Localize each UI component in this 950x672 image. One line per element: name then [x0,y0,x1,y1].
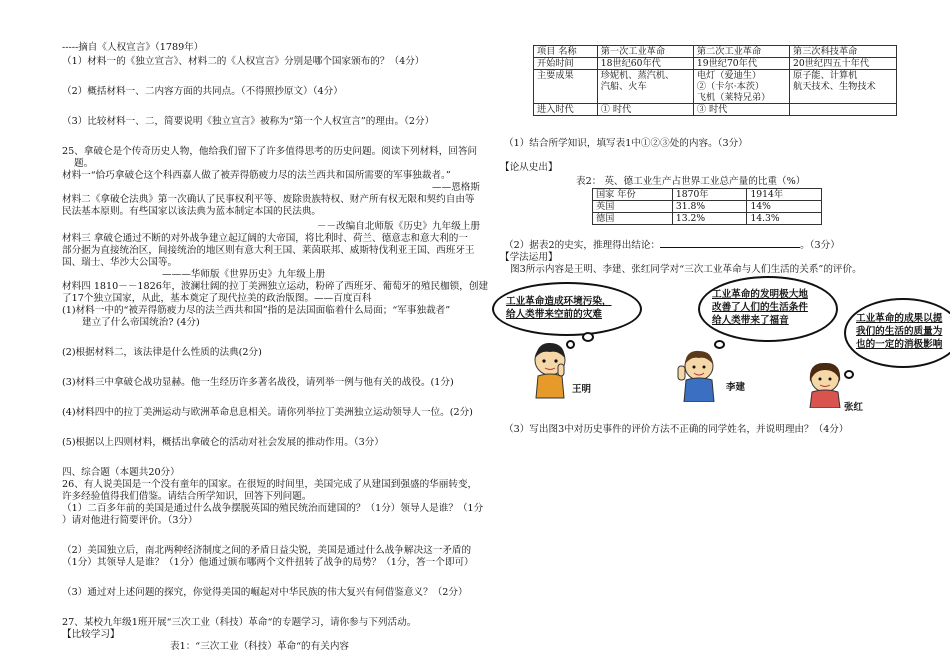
table2-header-cell: 国家 年份 [593,189,673,201]
left-text-line: 材料三 拿破仑通过不断的对外战争建立起辽阔的大帝国，将比利时、荷兰、德意志和意大利的一 [62,233,468,244]
thought-dot [582,332,594,342]
table1-cell: 原子能、计算机 航天技术、生物技术 [790,70,897,104]
left-text-line: (1)材料一中的“被弄得筋疲力尽的法兰西共和国”指的是法国面临着什么局面；“军事独裁者” [62,305,451,316]
table1-header-cell: 项目 名称 [534,46,598,58]
left-text-line: （1）材料一的《独立宣言》、材料二的《人权宣言》分别是哪个国家颁布的？（4分） [62,56,425,67]
girl-zhanghong-illustration [802,360,848,408]
answer-blank [660,238,800,248]
question-27-1: （1）结合所学知识，填写表1中①②③处的内容。（3分） [504,138,748,149]
table2-header-cell: 1914年 [747,189,822,201]
table2-cell: 德国 [593,213,673,225]
table1-row [534,70,897,104]
bubble-2-line-2: 改善了人们的生活条件 [712,302,808,313]
table2-row [593,201,822,213]
table1-header-cell: 第三次科技革命 [790,46,897,58]
table2-row [593,213,822,225]
left-text-line: 26、有人说美国是一个没有童年的国家。在很短的时间里，美国完成了从建国到强盛的华丽转变， [62,479,478,490]
table1-header-cell: 第一次工业革命 [597,46,693,58]
name-lijian: 李建 [726,382,746,393]
speech-bubble-wangming [492,282,642,336]
table1-row [534,104,897,116]
left-text-line: 材料二《拿破仑法典》第一次确认了民事权利平等、废除贵族特权、财产所有权无限和契约自由等 [62,194,475,205]
question-27-2-text: （2）据表2的史实，推理得出结论： [504,240,661,251]
left-text-line: 25、拿破仑是个传奇历史人物，他给我们留下了许多值得思考的历史问题。阅读下列材料，回答问 [62,146,478,157]
table1-cell: 开始时间 [534,58,598,70]
left-text-line: ——恩格斯 [432,182,480,193]
left-text-line: 四、综合题（本题共20分） [62,467,180,478]
table2-cell: 14% [747,201,822,213]
speech-bubble-lijian [698,276,838,342]
left-text-line: ）请对他进行简要评价。（3分） [62,515,198,526]
left-text-line: (5)根据以上四则材料，概括出拿破仑的活动对社会发展的推动作用。（3分） [62,437,384,448]
bubble-2-line-3: 给人类带来了福音 [712,315,789,326]
table1 [533,45,897,116]
speech-bubble-zhanghong [844,298,950,368]
table2-header-cell: 1870年 [672,189,747,201]
table2 [592,188,822,225]
table1-cell: 珍妮机、蒸汽机、 汽船、火车 [597,70,693,104]
table1-cell [790,104,897,116]
left-text-line: 建立了什么帝国统治? (4分) [82,317,200,328]
question-27-2-score: 。（3分） [800,240,840,251]
question-27-3: （3）写出图3中对历史事件的评价方法不正确的同学姓名，并说明理由？（4分） [504,424,849,435]
left-text-line: 表1：“三次工业（科技）革命“的有关内容 [170,641,350,652]
section-lunshu: 【论从史出】 [500,162,558,173]
left-text-line: 民法基本原则。有些国家以该法典为蓝本制定本国的民法典。 [62,206,322,217]
left-text-line: （1分）其领导人是谁？（1分）他通过颁布哪两个文件扭转了战争的局势？（1分，答一个即可） [62,557,474,568]
table1-cell: 19世纪70年代 [693,58,789,70]
table1-row [534,58,897,70]
left-text-line: （2）美国独立后，南北两种经济制度之间的矛盾日益尖锐，美国是通过什么战争解决这一矛盾的 [62,545,472,556]
table1-cell: ③ 时代 [693,104,789,116]
left-text-line: 材料一“恰巧拿破仑这个科西嘉人做了被弄得筋疲力尽的法兰西共和国所需要的军事独裁者。” [62,170,451,181]
table1-cell: ① 时代 [597,104,693,116]
left-text-line: (3)材料三中拿破仑战功显赫。他一生经历许多著名战役，请列举一例与他有关的战役。(1分) [62,377,454,388]
table2-cell: 31.8% [672,201,747,213]
figure3-intro: 图3所示内容是王明、李建、张红同学对“三次工业革命与人们生活的关系”的评价。 [510,264,862,275]
boy-lijian-illustration [676,348,722,402]
table2-cell: 英国 [593,201,673,213]
left-text-line: （3）通过对上述问题的探究，你觉得美国的崛起对中华民族的伟大复兴有何借鉴意义？（2分） [62,587,468,598]
boy-wangming-illustration [528,340,572,400]
name-zhanghong: 张红 [844,402,864,413]
name-wangming: 王明 [572,384,592,395]
table1-cell: 主要成果 [534,70,598,104]
table1-header-cell: 第二次工业革命 [693,46,789,58]
question-27-2 [504,238,840,252]
left-text-line: （2）概括材料一、二内容方面的共同点。（不得照抄原文）（4分） [62,86,343,97]
bubble-3-line-1: 工业革命的成果以提 [856,313,943,324]
table2-caption: 表2： 英、德工业生产占世界工业总产量的比重（%） [576,176,806,187]
left-text-line: ———华师版《世界历史》九年级上册 [162,269,326,280]
left-text-line: －－改编自北师版《历史》九年级上册 [316,221,480,232]
left-text-line: (4)材料四中的拉丁美洲运动与欧洲革命息息相关。请你列举拉丁美洲独立运动领导人一位。(2分) [62,407,473,418]
left-text-line: (2)根据材料二，该法律是什么性质的法典(2分) [62,347,262,358]
left-text-line: 许多经验值得我们借鉴。请结合所学知识，回答下列问题。 [62,491,312,502]
left-text-line: 题。 [74,158,94,169]
section-xuefa: 【学法运用】 [500,252,558,263]
left-text-line: 【比较学习】 [62,629,120,640]
left-text-line: 了17个独立国家，从此，基本奠定了现代拉美的政治版图。——百度百科 [62,293,372,304]
left-text-line: 部分据为直接统治区，间接统治的地区则有意大利王国、莱茵联邦、威斯特伐利亚王国、西班牙王 [62,245,475,256]
table1-cell: 进入时代 [534,104,598,116]
left-text-line: 国、瑞士、华沙大公国等。 [62,257,178,268]
left-text-line: 材料四 1810－－1826年，波澜壮阔的拉丁美洲独立运动，粉碎了西班牙、葡萄牙的殖民枷锁，创建 [62,281,489,292]
left-text-line: （1）二百多年前的美国是通过什么战争摆脱英国的殖民统治而建国的？（1分）领导人是谁？（1分 [62,503,484,514]
bubble-2-line-1: 工业革命的发明极大地 [712,289,808,300]
table2-cell: 14.3% [747,213,822,225]
left-text-line: 27、某校九年级1班开展“三次工业（科技）革命“的专题学习，请你参与下列活动。 [62,617,417,628]
bubble-1-line-1: 工业革命造成环境污染， [506,296,612,307]
table2-cell: 13.2% [672,213,747,225]
bubble-3-line-2: 我们的生活的质量为 [856,326,943,337]
left-text-line: -----摘自《人权宣言》（1789年） [62,42,204,53]
table1-cell: 电灯（爱迪生） ②（卡尔·本茨） 飞机（莱特兄弟） [693,70,789,104]
left-text-line: （3）比较材料一、二，简要说明《独立宣言》被称为“第一个人权宣言”的理由。（2分） [62,116,435,127]
table1-cell: 20世纪四五十年代 [790,58,897,70]
bubble-1-line-2: 给人类带来空前的灾难 [506,309,602,320]
bubble-3-line-3: 也的一定的消极影响 [856,339,943,350]
table1-cell: 18世纪60年代 [597,58,693,70]
